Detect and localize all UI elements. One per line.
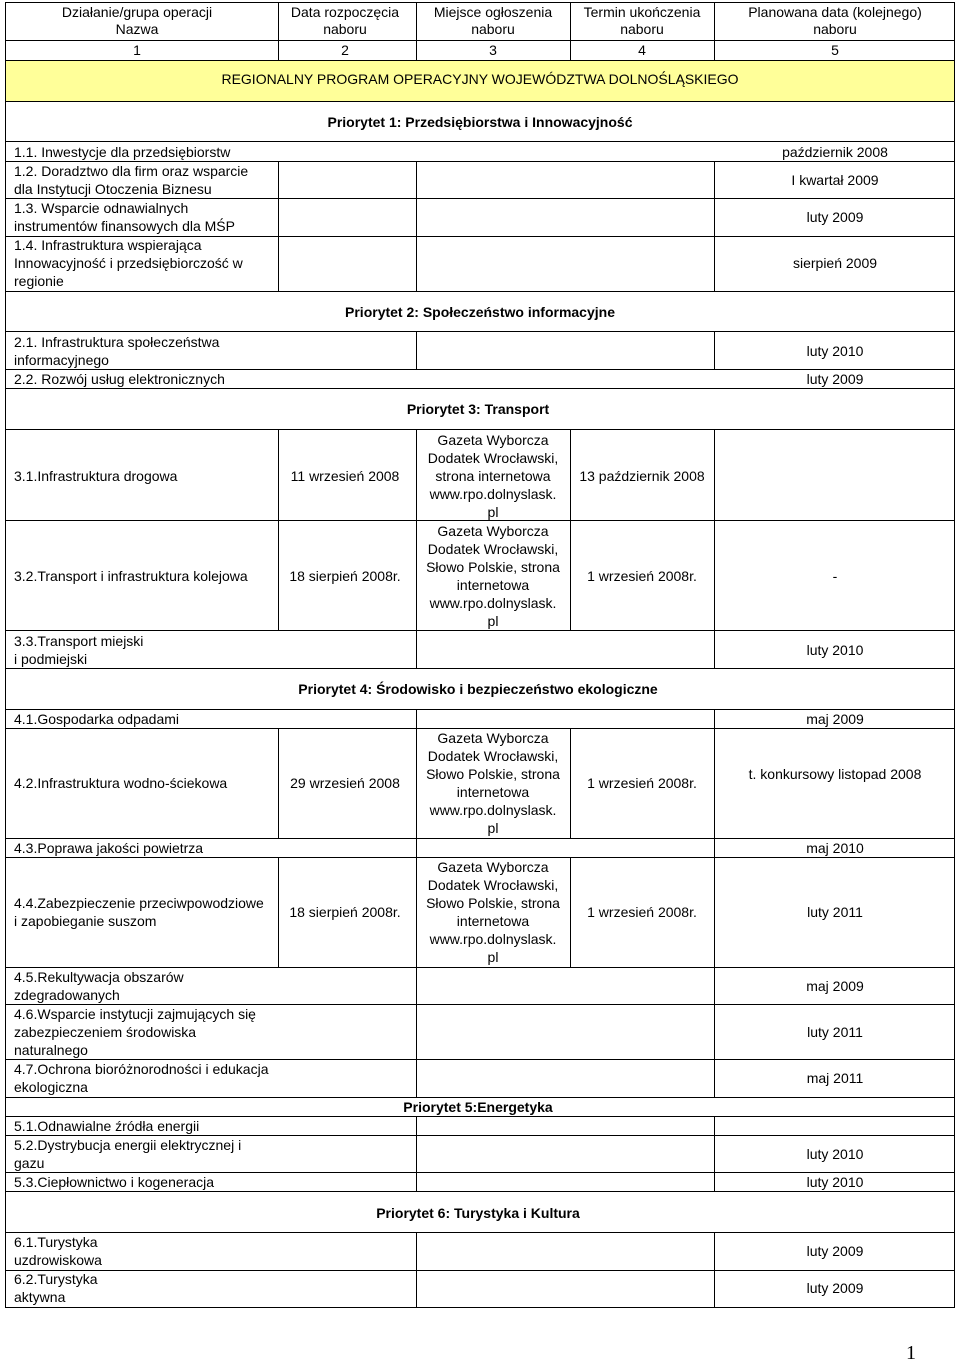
- row-6-1-name-line2: uzdrowiskowa: [14, 1252, 102, 1268]
- header-col2-line1: Data rozpoczęcia: [290, 4, 400, 20]
- row-3-1-name: 3.1.Infrastruktura drogowa: [14, 468, 178, 484]
- row-4-2-place-line3: Słowo Polskie, strona: [426, 766, 560, 782]
- row-2-2-planned: luty 2009: [806, 371, 864, 387]
- header-col1-line1: Działanie/grupa operacji: [61, 4, 213, 20]
- col-divider: [714, 709, 715, 1097]
- row-6-2-name-line2: aktywna: [14, 1289, 66, 1305]
- column-number-5: 5: [831, 42, 839, 58]
- row-4-2-place: [426, 729, 560, 837]
- table-border-left-body: [5, 101, 6, 1308]
- row-4-1-name: 4.1.Gospodarka odpadami: [14, 711, 179, 727]
- row-1-2-name-line2: dla Instytucji Otoczenia Biznesu: [14, 181, 212, 197]
- col-divider: [416, 1116, 417, 1191]
- col-divider: [278, 2, 279, 61]
- row-1-3-name-line2: instrumentów finansowych dla MŚP: [14, 218, 235, 234]
- row-divider: [5, 331, 955, 332]
- row-4-7-name-line2: ekologiczna: [14, 1079, 88, 1095]
- row-3-1-place-line2: Dodatek Wrocławski,: [427, 450, 559, 466]
- priority-5-heading: Priorytet 5:Energetyka: [403, 1099, 553, 1115]
- col-divider: [714, 1232, 715, 1307]
- program-title: REGIONALNY PROGRAM OPERACYJNY WOJEWÓDZTWA DOLNOŚLĄSKIEGO: [221, 71, 739, 87]
- row-6-1-name-line1: 6.1.Turystyka: [14, 1234, 98, 1250]
- column-number-2: 2: [341, 42, 349, 58]
- row-4-4-name: [14, 894, 264, 930]
- row-2-1-name: [14, 333, 219, 369]
- row-divider: [5, 1270, 955, 1271]
- row-divider: [5, 1232, 955, 1233]
- col-divider: [278, 161, 279, 291]
- row-5-2-planned: luty 2010: [806, 1146, 864, 1162]
- row-3-3-name-line2: i podmiejski: [14, 651, 88, 667]
- row-divider: [5, 291, 955, 292]
- row-3-2-start: 18 sierpień 2008r.: [289, 568, 401, 584]
- header-divider: [5, 40, 955, 41]
- column-number-1: 1: [133, 42, 141, 58]
- row-4-4-end: 1 wrzesień 2008r.: [587, 904, 697, 920]
- row-4-2-place-line6: pl: [487, 820, 499, 836]
- row-1-4-planned: sierpień 2009: [792, 255, 878, 271]
- header-col3-line2: naboru: [471, 21, 515, 37]
- row-4-4-place-line5: www.rpo.dolnyslask.: [429, 931, 557, 947]
- col-divider: [570, 429, 571, 630]
- col-divider: [416, 2, 417, 61]
- col-divider: [714, 429, 715, 668]
- row-4-4-name-line2: i zapobieganie suszom: [14, 913, 157, 929]
- row-2-1-name-line2: informacyjnego: [14, 352, 109, 368]
- row-4-4-start: 18 sierpień 2008r.: [289, 904, 401, 920]
- header-col4-line1: Termin ukończenia: [583, 4, 701, 20]
- header-col5-line1: Planowana data (kolejnego): [748, 4, 922, 20]
- row-5-3-planned: luty 2010: [806, 1174, 864, 1190]
- header-col3-line1: Miejsce ogłoszenia: [433, 4, 553, 20]
- row-1-2-name-line1: 1.2. Doradztwo dla firm oraz wsparcie: [14, 163, 249, 179]
- col-divider: [570, 2, 571, 61]
- row-3-1-place-line5: pl: [487, 504, 499, 520]
- row-6-2-planned: luty 2009: [806, 1280, 864, 1296]
- number-row-divider: [5, 60, 955, 61]
- row-4-6-name-line1: 4.6.Wsparcie instytucji zajmujących się: [14, 1006, 256, 1022]
- priority-3-heading: Priorytet 3: Transport: [406, 401, 550, 417]
- header-col4: [584, 4, 701, 38]
- row-divider: [5, 668, 955, 669]
- table-border-right-body: [954, 101, 955, 1308]
- row-4-7-name-line1: 4.7.Ochrona bioróżnorodności i edukacja: [14, 1061, 269, 1077]
- row-4-2-place-line1: Gazeta Wyborcza: [437, 730, 549, 746]
- header-col1: [62, 4, 212, 38]
- row-3-2-name: 3.2.Transport i infrastruktura kolejowa: [14, 568, 248, 584]
- row-4-2-name: 4.2.Infrastruktura wodno-ściekowa: [14, 775, 228, 791]
- row-4-5-name-line1: 4.5.Rekultywacja obszarów: [14, 969, 184, 985]
- row-4-7-planned: maj 2011: [806, 1070, 864, 1086]
- row-5-2-name: [14, 1136, 241, 1172]
- row-4-3-name: 4.3.Poprawa jakości powietrza: [14, 840, 204, 856]
- row-5-2-name-line2: gazu: [14, 1155, 45, 1171]
- col-divider: [570, 857, 571, 967]
- row-3-3-name-line1: 3.3.Transport miejski: [14, 633, 144, 649]
- row-1-4-name-line3: regionie: [14, 273, 64, 289]
- row-6-1-name: [14, 1233, 102, 1269]
- col-divider: [714, 161, 715, 291]
- row-3-2-end: 1 wrzesień 2008r.: [587, 568, 697, 584]
- table-border-bottom: [5, 1307, 955, 1308]
- row-divider: [5, 388, 955, 389]
- col-divider: [416, 709, 417, 1097]
- row-3-3-name: [14, 632, 143, 668]
- row-4-2-start: 29 wrzesień 2008: [290, 775, 400, 791]
- row-1-2-planned: I kwartał 2009: [791, 172, 879, 188]
- col-divider: [714, 2, 715, 61]
- row-4-6-planned: luty 2011: [807, 1024, 863, 1040]
- row-2-1-planned: luty 2010: [806, 343, 864, 359]
- row-5-2-name-line1: 5.2.Dystrybucja energii elektrycznej i: [14, 1137, 242, 1153]
- row-4-4-place-line1: Gazeta Wyborcza: [437, 859, 549, 875]
- row-3-2-place-line6: pl: [487, 613, 499, 629]
- col-divider: [416, 161, 417, 291]
- row-3-1-place-line4: www.rpo.dolnyslask.: [429, 486, 557, 502]
- row-3-2-place-line3: Słowo Polskie, strona: [426, 559, 560, 575]
- row-divider: [5, 141, 955, 142]
- row-5-3-name: 5.3.Ciepłownictwo i kogeneracja: [14, 1174, 214, 1190]
- column-number-4: 4: [638, 42, 646, 58]
- row-1-1-name: 1.1. Inwestycje dla przedsiębiorstw: [14, 144, 231, 160]
- header-col2-line2: naboru: [323, 21, 367, 37]
- table-border-right: [954, 2, 955, 101]
- row-4-4-name-line1: 4.4.Zabezpieczenie przeciwpowodziowe: [14, 895, 264, 911]
- row-6-2-name-line1: 6.2.Turystyka: [14, 1271, 98, 1287]
- col-divider: [278, 429, 279, 630]
- col-divider: [416, 331, 417, 369]
- row-1-4-name-line1: 1.4. Infrastruktura wspierająca: [14, 237, 202, 253]
- row-3-1-place: [428, 431, 558, 521]
- page-number: 1: [906, 1342, 916, 1364]
- row-1-3-name-line1: 1.3. Wsparcie odnawialnych: [14, 200, 189, 216]
- row-3-2-planned: -: [832, 568, 838, 584]
- row-4-2-place-line2: Dodatek Wrocławski,: [427, 748, 559, 764]
- row-divider: [5, 1191, 955, 1192]
- row-4-5-name: [14, 968, 184, 1004]
- row-1-3-planned: luty 2009: [806, 209, 864, 225]
- row-divider: [5, 429, 955, 430]
- row-2-1-name-line1: 2.1. Infrastruktura społeczeństwa: [14, 334, 220, 350]
- row-3-2-place: [426, 522, 560, 630]
- row-4-7-name: [14, 1060, 269, 1096]
- priority-6-heading: Priorytet 6: Turystyka i Kultura: [376, 1205, 580, 1221]
- priority-2-heading: Priorytet 2: Społeczeństwo informacyjne: [345, 304, 615, 320]
- row-4-2-end: 1 wrzesień 2008r.: [587, 775, 697, 791]
- row-6-2-name: [14, 1270, 98, 1306]
- row-4-5-name-line2: zdegradowanych: [14, 987, 120, 1003]
- table-border-left: [5, 2, 6, 101]
- header-col4-line2: naboru: [620, 21, 664, 37]
- row-4-4-place-line2: Dodatek Wrocławski,: [427, 877, 559, 893]
- row-4-2-place-line4: internetowa: [456, 784, 530, 800]
- row-4-3-planned: maj 2010: [806, 840, 864, 856]
- row-4-4-planned: luty 2011: [807, 904, 863, 920]
- row-divider: [5, 630, 955, 631]
- row-4-2-planned: t. konkursowy listopad 2008: [748, 766, 922, 782]
- row-1-4-name-line2: Innowacyjność i przedsiębiorczość w: [14, 255, 243, 271]
- header-col1-line2: Nazwa: [115, 21, 159, 37]
- col-divider: [416, 1232, 417, 1307]
- row-3-1-place-line3: strona internetowa: [435, 468, 551, 484]
- row-5-1-name: 5.1.Odnawialne źródła energii: [14, 1118, 200, 1134]
- col-divider: [714, 331, 715, 369]
- row-3-2-place-line5: www.rpo.dolnyslask.: [429, 595, 557, 611]
- table-border-top: [5, 2, 955, 3]
- col-divider: [278, 728, 279, 838]
- row-4-2-place-line5: www.rpo.dolnyslask.: [429, 802, 557, 818]
- row-divider: [5, 520, 955, 521]
- row-4-6-name-line3: naturalnego: [14, 1042, 88, 1058]
- row-3-2-place-line2: Dodatek Wrocławski,: [427, 541, 559, 557]
- row-3-2-place-line4: internetowa: [456, 577, 530, 593]
- row-4-4-place-line6: pl: [487, 949, 499, 965]
- row-4-4-place-line3: Słowo Polskie, strona: [426, 895, 560, 911]
- row-4-6-name-line2: zabezpieczeniem środowiska: [14, 1024, 197, 1040]
- col-divider: [416, 429, 417, 668]
- row-2-2-name: 2.2. Rozwój usług elektronicznych: [14, 371, 225, 387]
- col-divider: [570, 728, 571, 838]
- row-6-1-planned: luty 2009: [806, 1243, 864, 1259]
- row-4-1-planned: maj 2009: [806, 711, 864, 727]
- row-4-4-place: [426, 858, 560, 966]
- row-1-2-name: [14, 162, 248, 198]
- row-3-2-place-line1: Gazeta Wyborcza: [437, 523, 549, 539]
- row-3-3-planned: luty 2010: [806, 642, 864, 658]
- row-3-1-start: 11 wrzesień 2008: [290, 468, 400, 484]
- col-divider: [714, 1116, 715, 1191]
- row-4-5-planned: maj 2009: [806, 978, 864, 994]
- row-4-6-name: [14, 1005, 256, 1059]
- row-1-4-name: [14, 236, 243, 290]
- row-3-1-place-line1: Gazeta Wyborcza: [437, 432, 549, 448]
- col-divider: [278, 857, 279, 967]
- header-col3: [434, 4, 552, 38]
- row-1-3-name: [14, 199, 235, 235]
- row-4-4-place-line4: internetowa: [456, 913, 530, 929]
- priority-1-heading: Priorytet 1: Przedsiębiorstwa i Innowacyjność: [327, 114, 633, 130]
- priority-4-heading: Priorytet 4: Środowisko i bezpieczeństwo ekologiczne: [298, 681, 658, 697]
- row-1-1-planned: październik 2008: [782, 144, 888, 160]
- row-3-1-end: 13 październik 2008: [579, 468, 705, 484]
- header-col2: [291, 4, 399, 38]
- column-number-3: 3: [489, 42, 497, 58]
- banner-divider: [5, 101, 955, 102]
- header-col5-line2: naboru: [813, 21, 857, 37]
- header-col5: [748, 4, 922, 38]
